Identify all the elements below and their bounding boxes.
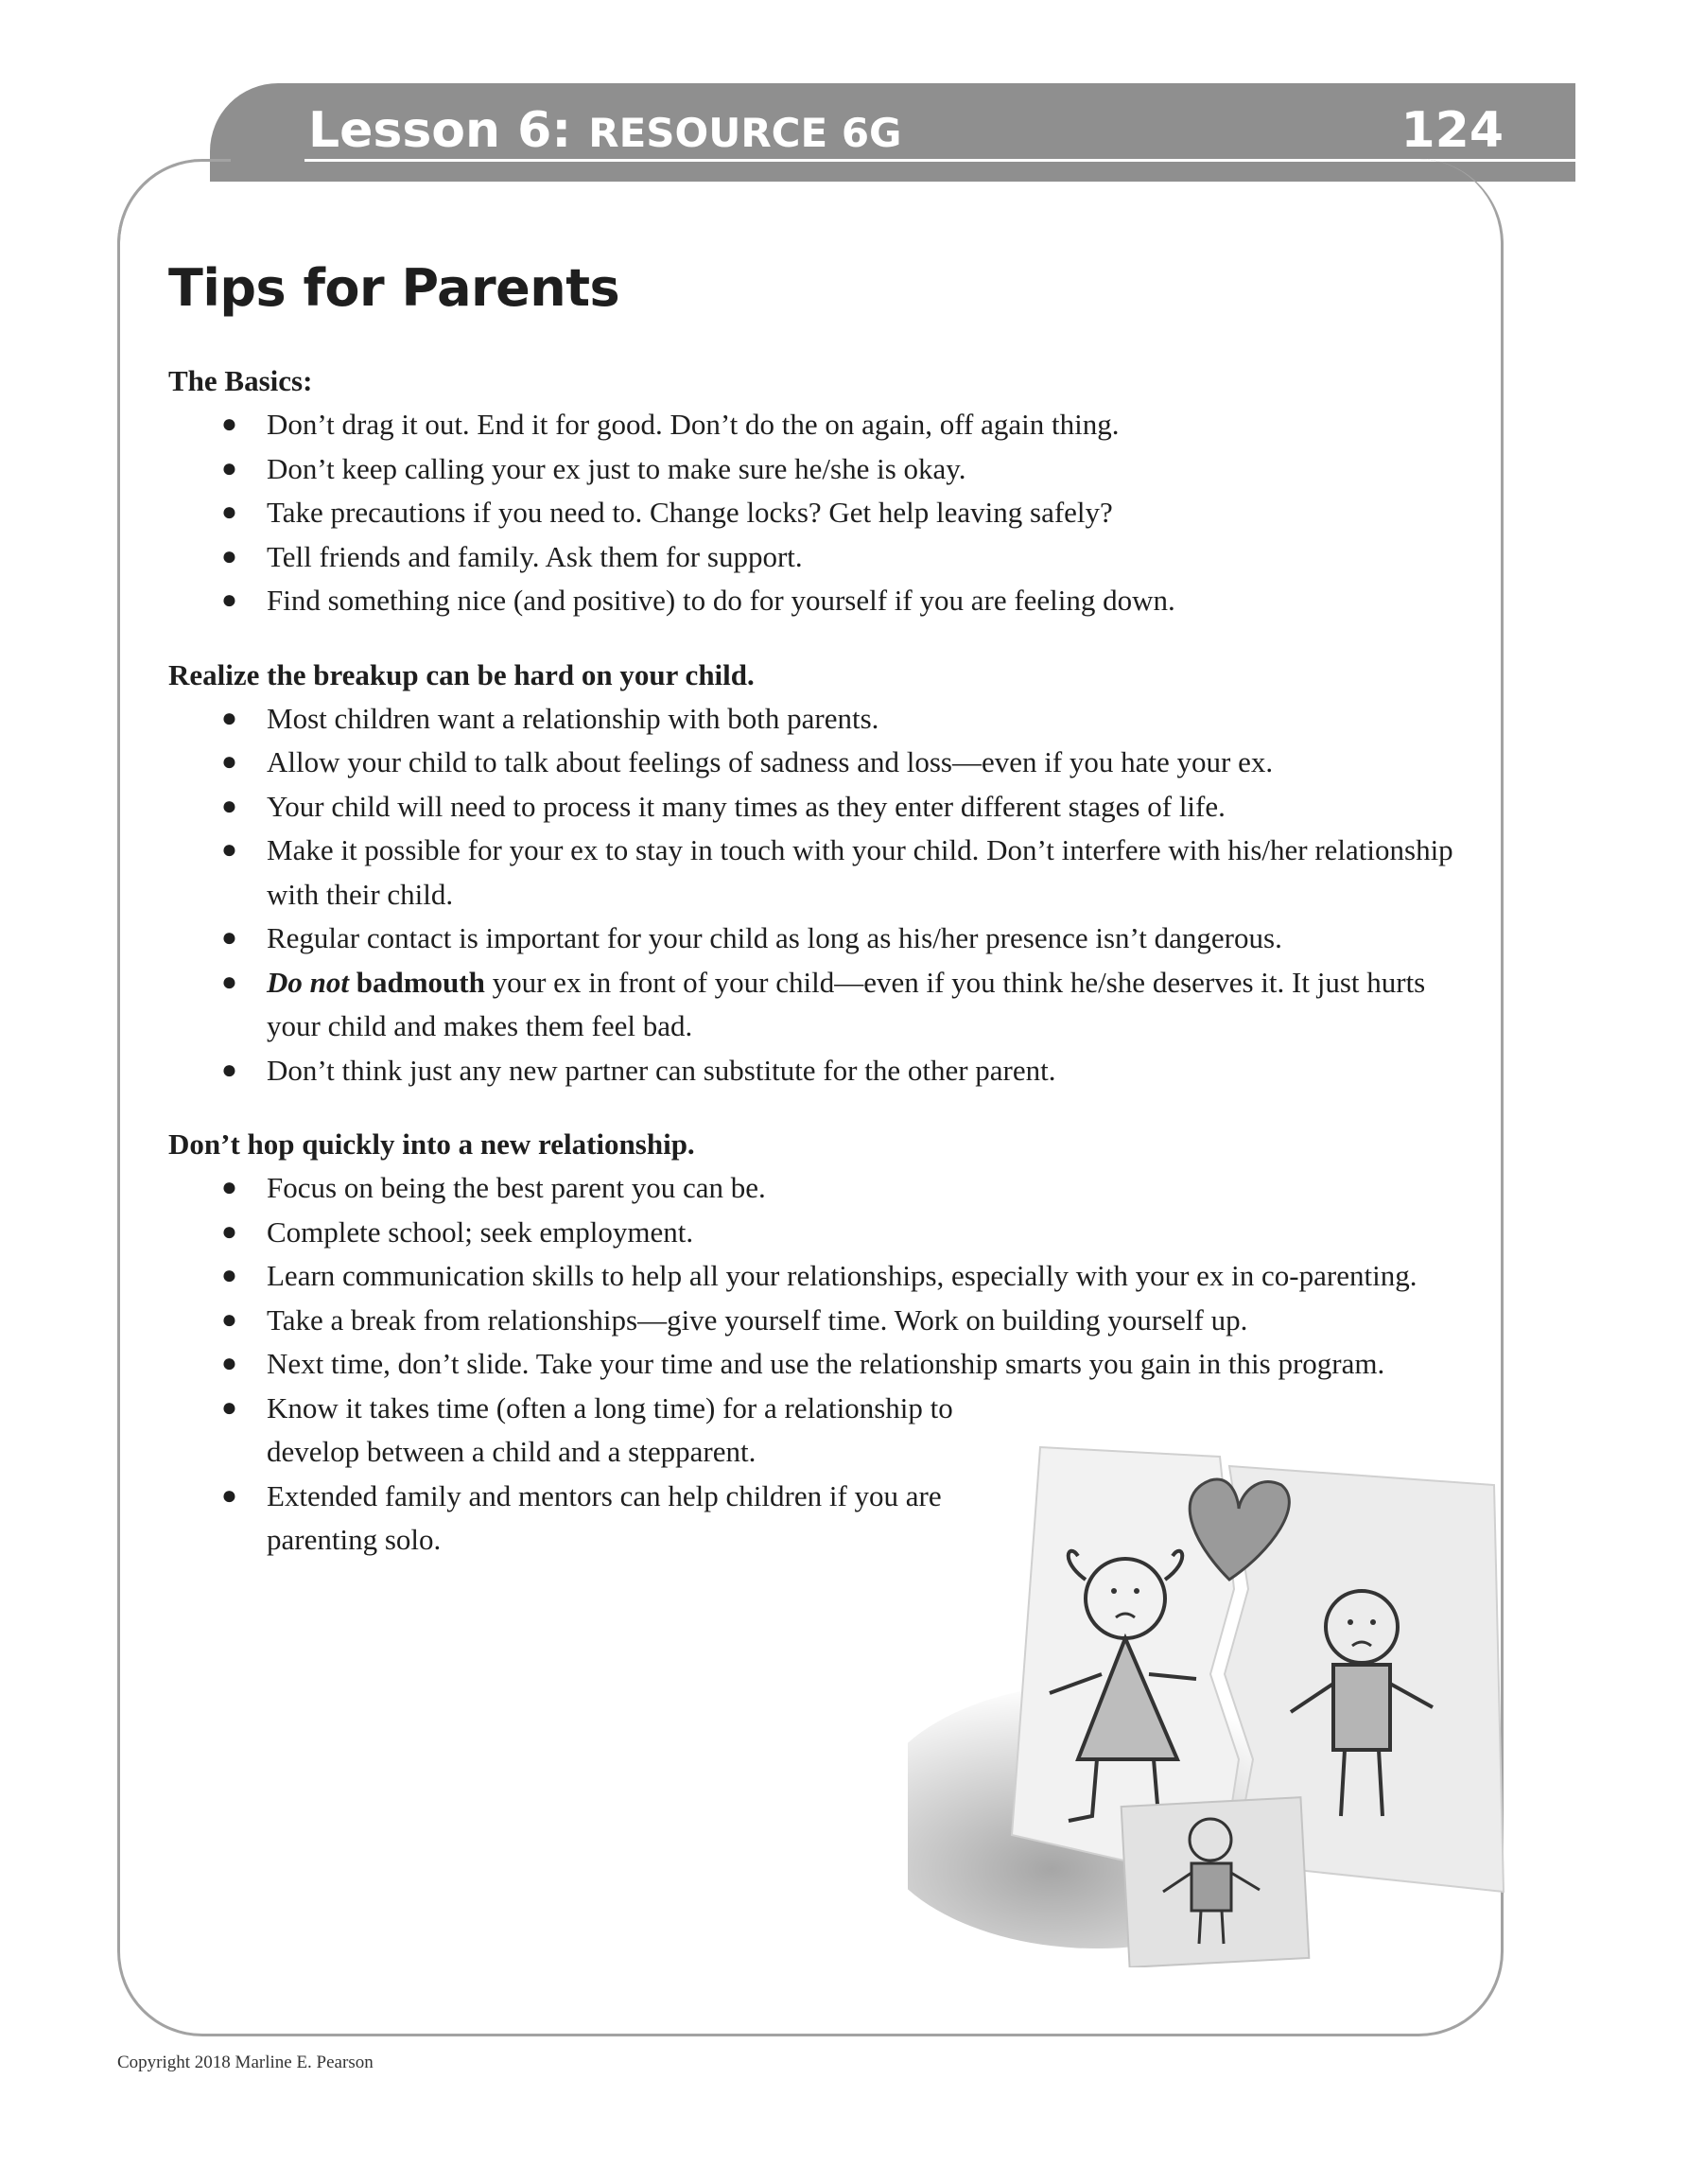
bullet-icon: ● <box>221 791 237 821</box>
strong-text: badmouth <box>356 965 485 999</box>
list-item <box>168 535 1473 580</box>
bullet-icon: ● <box>221 1304 237 1335</box>
list-item <box>168 1049 1473 1093</box>
bullet-icon: ● <box>221 923 237 952</box>
content-frame-corner <box>117 159 231 253</box>
bullet-icon: ● <box>221 1349 237 1378</box>
list-item-text: Next time, don’t slide. Take your time and use the relationship smarts you gain in this program. <box>267 1347 1385 1380</box>
list-item-text: Take precautions if you need to. Change locks? Get help leaving safely? <box>267 496 1113 529</box>
list-item <box>168 579 1473 623</box>
list-item <box>168 447 1473 492</box>
list-item-text: Don’t think just any new partner can substitute for the other parent. <box>267 1053 1056 1087</box>
bullet-icon: ● <box>221 703 237 733</box>
bullet-icon: ● <box>221 967 237 997</box>
list-item-text: Tell friends and family. Ask them for support. <box>267 539 803 573</box>
section-child <box>168 654 1473 1093</box>
bullet-icon: ● <box>221 747 237 777</box>
list-item-text: Most children want a relationship with both parents. <box>267 701 879 735</box>
resource-label: RESOURCE 6G <box>588 110 902 156</box>
list-item-text: Learn communication skills to help all your relationships, especially with your ex in co-parenting. <box>267 1259 1417 1292</box>
list-item <box>168 1299 1473 1343</box>
content-body <box>168 359 1473 1563</box>
lesson-number: Lesson 6: <box>308 102 572 159</box>
list-item <box>168 491 1473 535</box>
list-item-text: Don’t keep calling your ex just to make sure he/she is okay. <box>267 451 966 485</box>
list-item <box>168 1254 1473 1299</box>
section-heading: Don’t hop quickly into a new relationship. <box>168 1127 695 1161</box>
bullet-icon: ● <box>221 585 237 615</box>
bullet-icon: ● <box>221 410 237 439</box>
list-item-text: Regular contact is important for your child as long as his/her presence isn’t dangerous. <box>267 921 1282 954</box>
list-item <box>168 403 1473 447</box>
list-item-text: Complete school; seek employment. <box>267 1214 694 1249</box>
bullet-icon: ● <box>221 1055 237 1085</box>
lesson-label <box>308 102 902 162</box>
bullet-icon: ● <box>221 541 237 571</box>
torn-family-drawing-illustration <box>908 1438 1513 1967</box>
list-item <box>168 829 1473 917</box>
bullet-list <box>168 403 1473 623</box>
list-item-text: Take a break from relationships—give yourself time. Work on building yourself up. <box>267 1302 1248 1337</box>
list-item-text: Find something nice (and positive) to do for yourself if you are feeling down. <box>267 584 1175 617</box>
list-item <box>168 1166 1473 1211</box>
page-title: Tips for Parents <box>168 258 620 318</box>
list-item-text: Your child will need to process it many times as they enter different stages of life. <box>267 789 1226 823</box>
page-number: 124 <box>1400 102 1504 159</box>
list-item-text: Focus on being the best parent you can be. <box>267 1171 766 1204</box>
list-item-text: Allow your child to talk about feelings of sadness and loss—even if you hate your ex. <box>267 745 1274 778</box>
list-item <box>168 785 1473 830</box>
list-item-text: Don’t drag it out. End it for good. Don’t do the on again, off again thing. <box>267 408 1120 441</box>
list-item <box>168 917 1473 961</box>
list-item <box>168 741 1473 785</box>
bullet-icon: ● <box>221 498 237 527</box>
section-basics <box>168 359 1473 623</box>
list-item-text: Make it possible for your ex to stay in touch with your child. Don’t interfere with his/her relationship with their child. <box>267 833 1453 911</box>
list-item <box>168 697 1473 742</box>
section-heading: The Basics: <box>168 364 313 397</box>
list-item-text: your ex in front of your child—even if you think he/she deserves it. It just hurts your child and makes them feel bad. <box>267 965 1426 1042</box>
list-item <box>168 1211 1473 1255</box>
list-item <box>168 961 1473 1049</box>
bullet-list <box>168 697 1473 1093</box>
emphasis-text: Do not <box>267 965 349 999</box>
section-heading: Realize the breakup can be hard on your child. <box>168 657 755 691</box>
bullet-icon: ● <box>221 1480 237 1511</box>
list-item <box>168 1387 1023 1475</box>
bullet-icon: ● <box>221 1216 237 1247</box>
list-item <box>168 1342 1473 1387</box>
list-item <box>168 1475 1023 1563</box>
bullet-icon: ● <box>221 453 237 483</box>
copyright-footer: Copyright 2018 Marline E. Pearson <box>117 2053 374 2072</box>
bullet-icon: ● <box>221 1392 237 1423</box>
list-item-text: Extended family and mentors can help children if you are parenting solo. <box>267 1478 942 1556</box>
bullet-icon: ● <box>221 1173 237 1202</box>
bullet-icon: ● <box>221 1261 237 1290</box>
list-item-text: Know it takes time (often a long time) for a relationship to develop between a child and a stepparent. <box>267 1390 953 1468</box>
bullet-icon: ● <box>221 835 237 865</box>
